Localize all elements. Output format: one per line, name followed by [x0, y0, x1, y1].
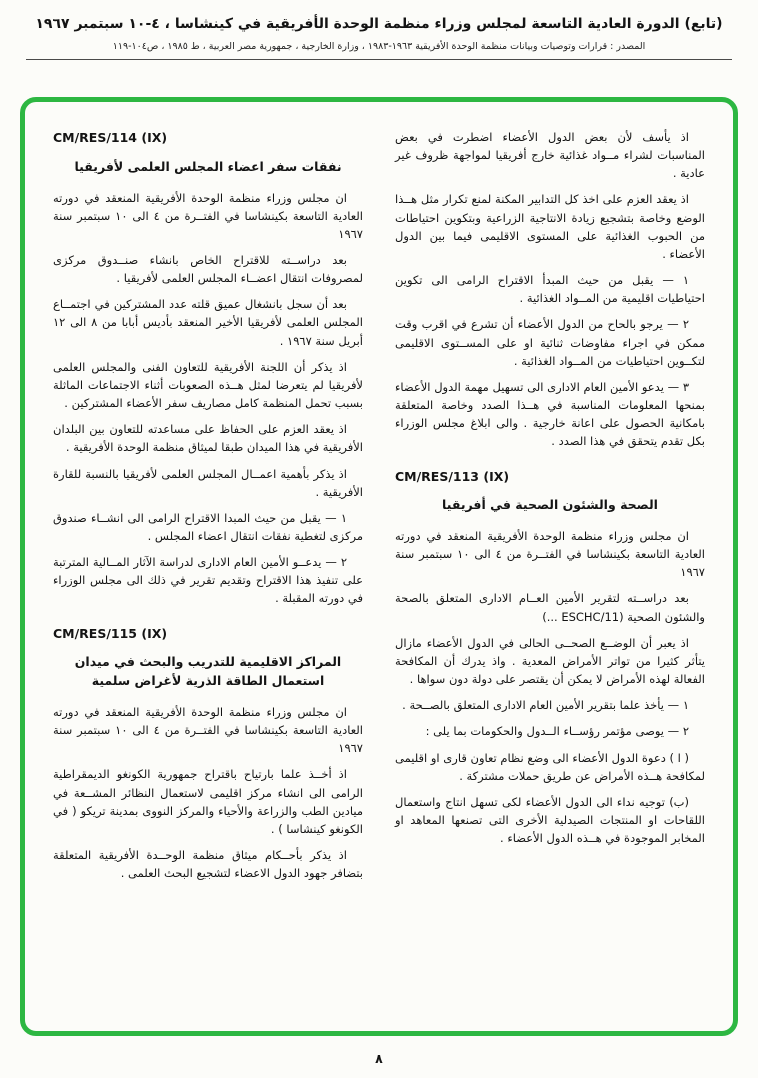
paragraph: ٢ — يوصى مؤتمر رؤســاء الــدول والحكومات بما يلى : — [425, 724, 689, 739]
resolution-title-113: الصحة والشئون الصحية في أفريقيا — [442, 497, 658, 513]
paragraph: ان مجلس وزراء منظمة الوحدة الأفريقية المنعقد في دورته العادية التاسعة بكينشاسا في الفتــرة من ٤ الى ١٠ سبتمبر سنة ١٩٦٧ — [395, 529, 705, 580]
page-header — [0, 0, 758, 60]
paragraph: (ب) توجيه نداء الى الدول الأعضاء لكى تسهل انتاج واستعمال اللقاحات او المنتجات الصيدلية الأخرى التى تصنعها المعاهد او المخابر الموجودة في هــذه الدول الأعضاء . — [395, 794, 705, 846]
page-title: (تابع) الدورة العادية التاسعة لمجلس وزراء منظمة الوحدة الأفريقية في كينشاسا ، ٤-١٠ سبتمبر ١٩٦٧ — [35, 16, 723, 32]
source-line: المصدر : قرارات وتوصيات وبيانات منظمة الوحدة الأفريقية ١٩٦٣-١٩٨٣ ، وزارة الخارجية ، جمهورية مصر العربية ، ط ١٩٨٥ ، ص١٠٤-١١٩ — [26, 41, 732, 60]
paragraph: اذ يعبر أن الوضــع الصحــى الحالى في الدول الأعضاء مازال يتأثر كثيرا من تواتر الأمراض المعدية . واذ يدرك أن المكافحة الفعالة لهذه الأمراض لا يمكن أن يقتصر على دولة دون سواها . — [395, 635, 705, 687]
paragraph: ١ — يقبل من حيث المبدا الاقتراح الرامى الى انشــاء صندوق مركزى لتغطية نفقات انتقال اعضاء المجلس . — [53, 510, 363, 543]
column-right — [395, 128, 705, 1011]
paragraph: اذ يعقد العزم على اخذ كل التدابير المكنة لمنع تكرار مثل هــذا الوضع وخاصة بتشجيع زيادة الانتاجية الزراعية وبتكوين احتياطات من الحبوب الغذائية على المستوى الاقليمى فيما بين الدول الأعضاء . — [395, 192, 705, 261]
paragraph: ١ — يأخذ علما بتقرير الأمين العام الادارى المتعلق بالصــحة . — [402, 698, 689, 713]
paragraph: اذ يعقد العزم على الحفاظ على مساعدته للتعاون بين البلدان الأفريقية في هذا الميدان طبقا لميثاق منظمة الوحدة الأفريقية . — [53, 422, 363, 455]
column-left — [53, 128, 363, 1011]
paragraph: اذ يذكر أن اللجنة الأفريقية للتعاون الفنى والمجلس العلمى لأفريقيا لم يتعرضا لمثل هــذه الصعوبات أثناء الاجتماعات الماثلة بسبب تحمل المنظمة كامل مصاريف سفر الأعضاء المشتركين . — [53, 359, 363, 411]
paragraph: اذ أخــذ علما بارتياح باقتراح جمهورية الكونغو الديمقراطية الرامى الى انشاء مركز اقليمى لاستعمال النظائر المشــعة في ميادين الطب والزراعة والأحياء والمركز النووى بمدينة تريكو ( في الكونغو كينشاسا ) . — [53, 767, 363, 836]
resolution-code-114: CM/RES/114 (IX) — [53, 130, 168, 145]
resolution-title-114: نفقات سفر اعضاء المجلس العلمى لأفريقيا — [74, 158, 342, 174]
paragraph: ان مجلس وزراء منظمة الوحدة الأفريقية المنعقد في دورته العادية التاسعة بكينشاسا في الفتــرة من ٤ الى ١٠ سبتمبر سنة ١٩٦٧ — [53, 190, 363, 241]
paragraph: ان مجلس وزراء منظمة الوحدة الأفريقية المنعقد في دورته العادية التاسعة بكينشاسا في الفتــرة من ٤ الى ١٠ سبتمبر سنة ١٩٦٧ — [53, 704, 363, 756]
paragraph: اذ يذكر بأحــكام ميثاق منظمة الوحــدة الأفريقية المتعلقة بتضافر جهود الدول الاعضاء لتشجيع البحث العلمى . — [53, 847, 363, 881]
content-frame — [20, 97, 738, 1036]
two-column-layout — [53, 128, 705, 1011]
paragraph: ١ — يقبل من حيث المبدأ الاقتراح الرامى الى تكوين احتياطيات اقليمية من المــواد الغذائية . — [395, 273, 705, 306]
paragraph: ٢ — يدعــو الأمين العام الادارى لدراسة الآثار المــالية المترتبة على تنفيذ هذا الاقتراح وتقديم تقرير في ذلك الى مجلس الوزراء في دورته المقبلة . — [53, 555, 363, 606]
page-number: ٨ — [375, 1051, 383, 1066]
page-footer — [0, 1051, 758, 1066]
resolution-code-113: CM/RES/113 (IX) — [395, 468, 510, 484]
paragraph: ٢ — يرجو بالحاح من الدول الأعضاء أن تشرع في اقرب وقت ممكن في اجراء مفاوضات ثنائية او على المســتوى الاقليمى لتكــوين احتياطيات من المــواد الغذائية . — [395, 317, 705, 368]
paragraph: اذ يذكر بأهمية اعمــال المجلس العلمى لأفريقيا بالنسبة للقارة الأفريقية . — [53, 466, 363, 499]
paragraph: بعد دراســته للاقتراح الخاص بانشاء صنــدوق مركزى لمصروفات انتقال اعضــاء المجلس العلمى لأفريقيا . — [53, 252, 363, 286]
paragraph: ( ا ) دعوة الدول الأعضاء الى وضع نظام تعاون قارى او اقليمى لمكافحة هــذه الأمراض عن طريق حملات مشتركة . — [395, 750, 705, 783]
paragraph: بعد أن سجل بانشغال عميق قلته عدد المشتركين في اجتمــاع المجلس العلمى لأفريقيا الأخير المنعقد بأديس أبابا من ٨ الى ١٢ أبريل سنة ١٩٦٧ . — [53, 297, 363, 348]
resolution-title-115: المراكز الاقليمية للتدريب والبحث في ميدان استعمال الطاقة الذرية لأغراض سلمية — [74, 654, 342, 689]
resolution-code-115: CM/RES/115 (IX) — [53, 625, 168, 641]
paragraph: اذ يأسف لأن بعض الدول الأعضاء اضطرت في بعض المناسبات لشراء مــواد غذائية خارج أفريقيا لمواجهة ظروف غير عادية . — [395, 130, 705, 181]
paragraph: ٣ — يدعو الأمين العام الادارى الى تسهيل مهمة الدول الأعضاء بمنحها المعلومات المناسبة في هــذا الصدد وخاصة المتعلقة بامكانية الحصول على اعانة خارجية . والى ابلاغ مجلس الوزراء بكل تقدم يتحقق في هذا الصدد . — [395, 379, 705, 449]
paragraph: بعد دراســته لتقرير الأمين العــام الادارى المتعلق بالصحة والشئون الصحية (ESCHC/11 ...) — [395, 591, 705, 624]
